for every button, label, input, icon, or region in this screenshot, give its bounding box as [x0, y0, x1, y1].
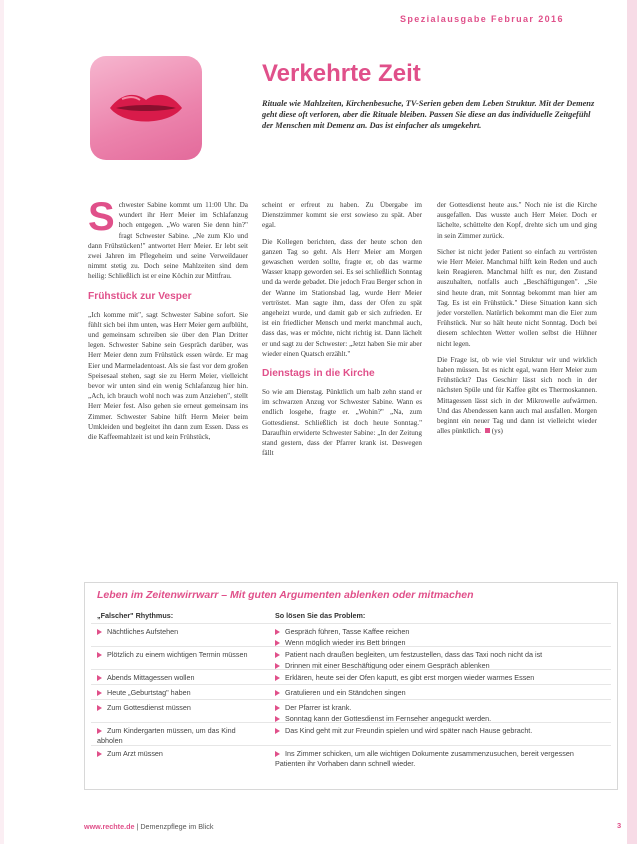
paragraph-text: Die Frage ist, ob wie viel Struktur wir und wirklich haben müssen. Ist es nicht egal, wann Herr Meier zum Frühstückt? Das Geschirr lässt sich noch in der nächsten Spüle und für Kaffee gibt es Thermoskannen. Mittagessen lässt sich in der Mikrowelle aufwärmen. Und das Abendessen kann auch mal ausfallen. Morgen beginnt ein neuer Tag und dann ist vielleicht wieder alles pünktlich.	[437, 355, 597, 436]
issue-label: Spezialausgabe Februar 2016	[400, 14, 564, 24]
bullet-triangle-icon	[275, 675, 280, 681]
page-number: 3	[617, 821, 622, 830]
problem-text: Zum Kindergarten müssen, um das Kind abholen	[97, 726, 236, 745]
bullet-triangle-icon	[275, 728, 280, 734]
subheading: Frühstück zur Vesper	[88, 290, 192, 302]
bullet-triangle-icon	[97, 690, 102, 696]
solution-text: Ins Zimmer schicken, um alle wichtigen Dokumente zusammenzusuchen, bereit vergessen Patienten ihr Vorhaben dann schnell wieder.	[275, 749, 574, 768]
solution-text: Gespräch führen, Tasse Kaffee reichen	[285, 627, 410, 636]
problem-item	[97, 673, 257, 683]
problem-text: Zum Gottesdienst müssen	[107, 703, 191, 712]
problem-cell	[97, 726, 257, 747]
solution-item	[275, 650, 605, 660]
bullet-triangle-icon	[275, 751, 280, 757]
info-box-title: Leben im Zeitenwirrwarr – Mit guten Argumenten ablenken oder mitmachen	[97, 589, 474, 601]
lips-icon	[106, 86, 186, 130]
paragraph: „Ich komme mit", sagt Schwester Sabine sofort. Sie fühlt sich bei ihm unten, was Herr Meier gern aufblüht, und gemeinsam schreiben sie über den Plan Dritter legen. Schwester Sabine sein Gespräch darüber, was Herr Meier denn zum Frühstück essen würde. Er mag Eier und Marmeladentoast. Als sie fast vor dem großen Speisesaal stehen, sagt sie zu Herrn Meier, vielleicht bevor wir unten sind ein wenig Schlafanzug hier hin. „Ach, ich brauch wohl noch was zum Anziehen", stellt Herr Meier fest. Also gehen sie erneut gemeinsam ins Zimmer. Schwester Sabine hilft Herrn Meier beim Umkleiden und begleitet ihn dann zum Essen. Dass es die Kaffeemahlzeit ist und kein Frühstück,	[88, 310, 248, 442]
footer-url[interactable]: www.rechte.de	[84, 822, 135, 831]
bullet-triangle-icon	[97, 652, 102, 658]
page-edge-left	[0, 0, 4, 844]
solution-text: Patient nach draußen begleiten, um festzustellen, dass das Taxi noch nicht da ist	[285, 650, 543, 659]
bullet-triangle-icon	[97, 675, 102, 681]
info-box-row	[91, 699, 611, 722]
dropcap: S	[88, 195, 115, 239]
bullet-triangle-icon	[97, 751, 102, 757]
solution-item	[275, 673, 605, 683]
problem-text: Plötzlich zu einem wichtigen Termin müssen	[107, 650, 248, 659]
info-box-row	[91, 722, 611, 745]
problem-item	[97, 650, 257, 660]
bullet-triangle-icon	[275, 652, 280, 658]
bullet-triangle-icon	[275, 705, 280, 711]
article-column-3	[437, 200, 597, 442]
info-box	[84, 582, 618, 790]
solution-cell	[275, 673, 605, 684]
info-box-right-header: So lösen Sie das Problem:	[275, 611, 366, 620]
bullet-triangle-icon	[97, 728, 102, 734]
solution-cell	[275, 726, 605, 737]
solution-cell	[275, 688, 605, 699]
solution-item	[275, 688, 605, 698]
lips-logo-tile	[90, 56, 202, 160]
paragraph: scheint er erfreut zu haben. Zu Übergabe im Dienstzimmer kommt sie erst sowieso zu spät. Aber egal.	[262, 201, 422, 230]
info-box-rows	[91, 623, 611, 772]
info-box-left-header: „Falscher" Rhythmus:	[97, 611, 174, 620]
problem-text: Zum Arzt müssen	[107, 749, 163, 758]
solution-item	[275, 703, 605, 713]
article-column-1	[88, 195, 248, 448]
article-title: Verkehrte Zeit	[262, 60, 421, 87]
info-box-row	[91, 745, 611, 772]
solution-text: Wenn möglich wieder ins Bett bringen	[285, 638, 406, 647]
problem-cell	[97, 627, 257, 638]
problem-item	[97, 688, 257, 698]
author-signature: (ys)	[491, 427, 503, 436]
problem-item	[97, 703, 257, 713]
problem-item	[97, 627, 257, 637]
problem-item	[97, 726, 257, 746]
problem-cell	[97, 749, 257, 760]
solution-item	[275, 627, 605, 637]
paragraph: Sicher ist nicht jeder Patient so einfach zu vertrösten wie Herr Meier. Manchmal hilft kein Reden und auch kein Reagieren. Manchmal hilft es nur, den Zustand auszuhalten, notfalls auch „Beschäftigungen". „Sie sind heute dran, mit Sonntag bekommt man hier am Tag. Es ist ein Frühstück." Diese Situation kann sich jeder vorstellen. Natürlich bekommt man die Eier zum Frühstück. Nur so hält heute nicht Sonntag. Doch bei diesem schlechten Wetter wollen selbst die Hühner nicht legen.	[437, 247, 597, 348]
page-edge-right	[627, 0, 637, 844]
problem-text: Heute „Geburtstag" haben	[107, 688, 191, 697]
paragraph: Die Kollegen berichten, dass der heute schon den ganzen Tag so geht. Als Herr Meier am Morgen gewaschen werden sollte, fragte er, ob das warme Wasser knapp geworden sei. Es sei schließlich Sonntag und da werde gebadet. Die jedoch Frau Berger schon in der Wanne im Stationsbad lag, wurde Herr Meier vertröstet. Man sagte ihm, dass der Ofen zu spät angeheizt wurde, und damit gab er sich zufrieden. Er ist ein friedlicher Mensch und merkt manchmal auch, dass das, was er möchte, nicht richtig ist. Dann lächelt er und sagt zu der Schwester: „Jetzt haben Sie mir aber wieder einen Quatsch erzählt."	[262, 237, 422, 358]
problem-text: Abends Mittagessen wollen	[107, 673, 195, 682]
solution-text: Sonntag kann der Gottesdienst im Fernseher angeguckt werden.	[285, 714, 492, 723]
footer-text: | Demenzpflege im Blick	[134, 822, 214, 831]
end-mark-icon	[485, 428, 490, 433]
article-column-2	[262, 200, 422, 464]
bullet-triangle-icon	[275, 629, 280, 635]
problem-text: Nächtliches Aufstehen	[107, 627, 179, 636]
paragraph: So wie am Dienstag. Pünktlich um halb zehn stand er im schwarzen Anzug vor Schwester Sabine. Wann es endlich losgehe, fragte er. „Wohin?" „Na, zum Gottesdienst. Schließlich ist doch heute Sonntag." Daraufhin erwiderte Schwester Sabine: „In der Zeitung stand gestern, dass der Pfarrer krank ist. Deswegen fällt	[262, 388, 422, 458]
problem-cell	[97, 688, 257, 699]
subheading: Dienstags in die Kirche	[262, 368, 375, 380]
info-box-row	[91, 646, 611, 669]
paragraph: der Gottesdienst heute aus." Noch nie ist die Kirche ausgefallen. Das wusste auch Herr Meier. Doch er lächelte, schüttelte den Kopf, drehte sich um und ging in sein Zimmer zurück.	[437, 201, 597, 240]
solution-cell	[275, 749, 605, 770]
paragraph-text: chwester Sabine kommt um 11:00 Uhr. Da wundert ihr Herr Meier im Schlafanzug hoch entgegen. „Wo waren Sie denn hin?" fragt Schwester Sabine. „Ne zum Klo und dann Frühstücken!" antwortet Herr Meier. Er lebt seit zwei Jahren im Pflegeheim und seine Verweildauer nimmt stetig zu. Doch seine Mahlzeiten sind dem heilig: Schließlich ist er eine Köchin zur Mittfrau.	[88, 201, 248, 281]
problem-item	[97, 749, 257, 759]
paragraph	[88, 195, 248, 282]
info-box-row	[91, 623, 611, 646]
solution-text: Das Kind geht mit zur Freundin spielen und wird später nach Hause gebracht.	[285, 726, 533, 735]
solution-text: Erklären, heute sei der Ofen kaputt, es gibt erst morgen wieder warmes Essen	[285, 673, 535, 682]
bullet-triangle-icon	[275, 690, 280, 696]
footer	[84, 822, 213, 831]
paragraph	[437, 355, 597, 437]
solution-item	[275, 726, 605, 736]
problem-cell	[97, 650, 257, 661]
bullet-triangle-icon	[97, 705, 102, 711]
solution-item	[275, 749, 605, 769]
problem-cell	[97, 703, 257, 714]
problem-cell	[97, 673, 257, 684]
info-box-row	[91, 684, 611, 699]
solution-text: Der Pfarrer ist krank.	[285, 703, 352, 712]
info-box-row	[91, 669, 611, 684]
solution-text: Gratulieren und ein Ständchen singen	[285, 688, 406, 697]
solution-text: Drinnen mit einer Beschäftigung oder einem Gespräch ablenken	[285, 661, 490, 670]
article-intro: Rituale wie Mahlzeiten, Kirchenbesuche, TV-Serien geben dem Leben Struktur. Mit der Demenz geht diese oft verloren, aber die Rituale bleiben. Passen Sie diese an das individuelle Zeitgefühl der Menschen mit Demenz an. Das ist einfacher als umgekehrt.	[262, 99, 595, 130]
bullet-triangle-icon	[97, 629, 102, 635]
